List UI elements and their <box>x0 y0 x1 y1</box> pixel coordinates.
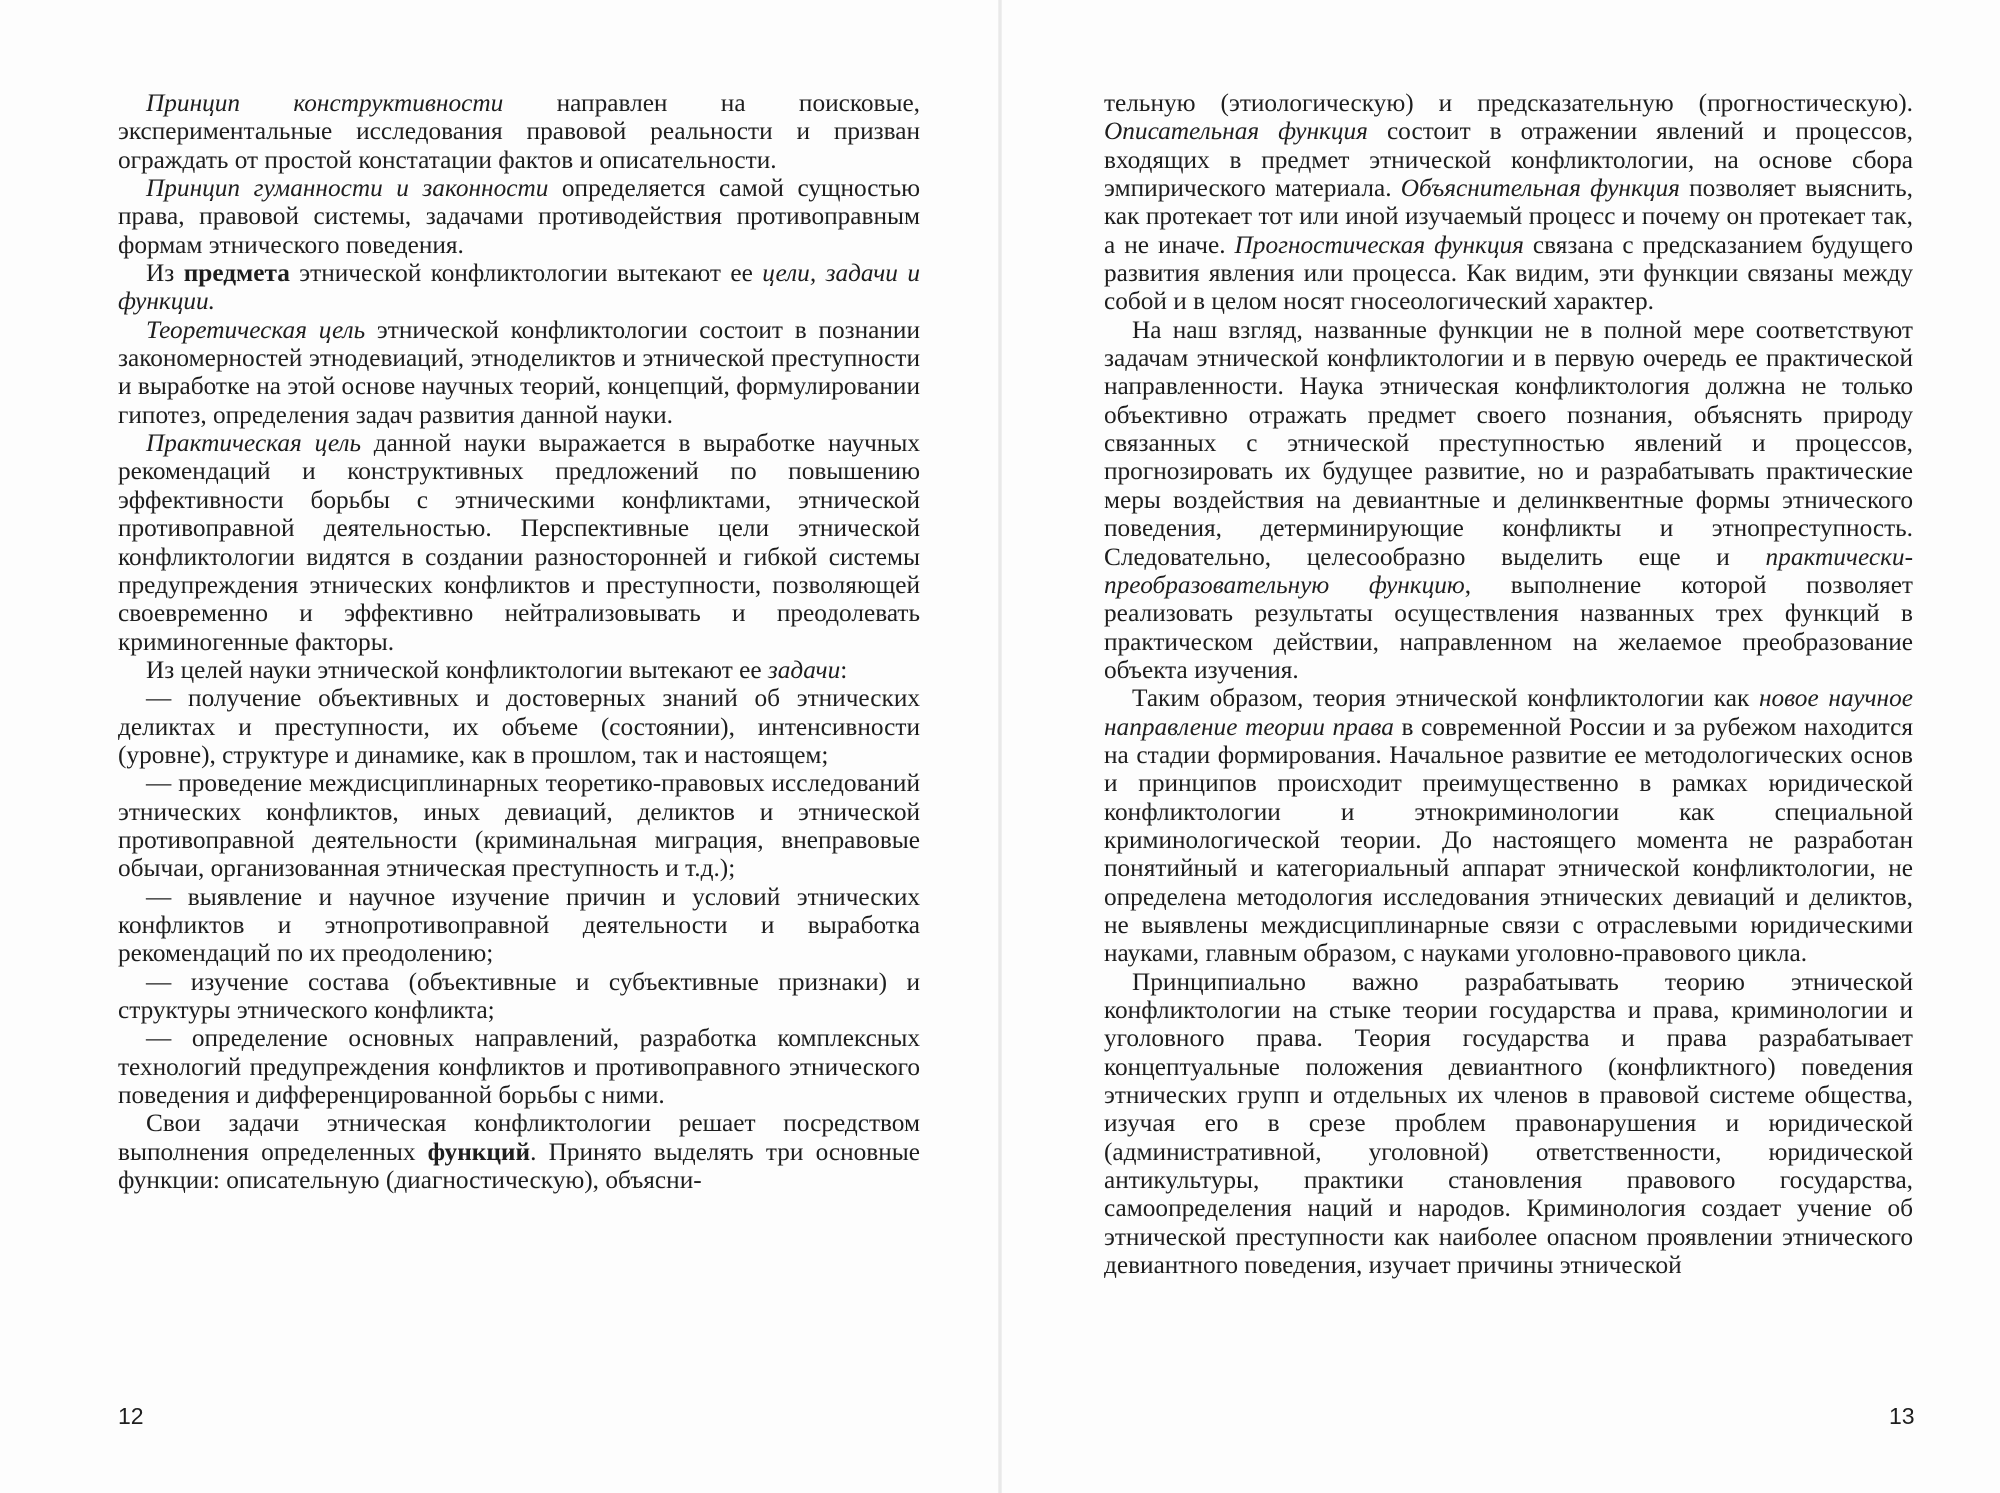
paragraph <box>118 656 920 684</box>
text-run: Таким образом, теория этнической конфликтологии как <box>1132 684 1759 713</box>
paragraph <box>118 684 920 769</box>
paragraph <box>1104 684 1913 967</box>
paragraph <box>118 968 920 1025</box>
text-run: , выполнение которой позволяет реализовать результаты осуществления названных трех функций в практическом действии, направленном на желаемое преобразование объекта изучения. <box>1104 570 1913 684</box>
text-run: Принципиально важно разрабатывать теорию этнической конфликтологии на стыке теории государства и права, криминологии и уголовного права. Теория государства и права разрабатывает концептуальные положения девиантного (конфликтного) поведения этнических групп и отдельных их членов в правовой системе общества, изучая его в срезе проблем правонарушения и юридической (административной, уголовной) ответственности, юридической антикультуры, практики становления правового государства, самоопределения наций и народов. Криминология создает учение об этнической преступности как наиболее опасном проявлении этнического девиантного поведения, изучает причины этнической <box>1104 967 1913 1280</box>
italic-term: Практическая цель <box>146 429 361 458</box>
italic-term: Принцип конструктивности <box>146 89 504 117</box>
italic-term: цели, задачи и функции. <box>118 259 920 316</box>
text-run: направлен на поисковые, экспериментальные исследования правовой реальности и призван ограждать от простой констатации фактов и описательности. <box>118 89 921 174</box>
paragraph <box>1104 89 1913 316</box>
text-run: определяется самой сущностью права, правовой системы, задачами противодействия противоправным формам этнического поведения. <box>118 174 921 259</box>
italic-term: Теоретическая цель <box>146 315 366 344</box>
left-page-text <box>118 89 920 1194</box>
italic-term: Объяснительная функция <box>1400 174 1680 203</box>
paragraph <box>118 1109 920 1194</box>
paragraph <box>118 429 920 656</box>
text-run: На наш взгляд, названные функции не в полной мере соответствуют задачам этнической конфликтологии и в первую очередь ее практической направленности. Наука этническая конфликтология должна не только объективно отражать предмет своего познания, объяснять природу связанных с этнической преступностью явлений и процессов, прогнозировать их будущее развитие, но и разрабатывать практические меры воздействия на девиантные и делинквентные формы этнического поведения, детерминирующие конфликты и этнопреступность. Следовательно, целесообразно выделить еще и <box>1104 315 1913 571</box>
paragraph <box>118 174 920 259</box>
italic-term: Прогностическая функция <box>1234 230 1524 259</box>
text-run: этнической конфликтологии вытекают ее <box>289 259 763 288</box>
text-run: : <box>840 655 848 684</box>
text-run: позволяет выяснить, как протекает тот или иной изучаемый процесс и почему он протекает так, а не иначе. <box>1104 174 1913 259</box>
text-run: — выявление и научное изучение причин и условий этнических конфликтов и этнопротивоправной деятельности и выработка рекомендаций по их преодолению; <box>118 882 920 968</box>
italic-term: Описательная функция <box>1104 117 1368 146</box>
text-run: — изучение состава (объективные и субъективные признаки) и структуры этнического конфликта; <box>118 967 920 1024</box>
bold-term: предмета <box>183 259 290 288</box>
paragraph <box>118 883 920 968</box>
text-run: в современной России и за рубежом находится на стадии формирования. Начальное развитие ее методологических основ и принципов происходит преимущественно в рамках юридической конфликтологии и этнокриминологии как специальной криминологической теории. До настоящего момента не разработан понятийный и категориальный аппарат этнической конфликтологии, не определена методология исследования этнических девиаций и деликтов, не выявлены междисциплинарные связи с отраслевыми юридическими науками, главным образом, с науками уголовно-правового цикла. <box>1104 712 1914 968</box>
text-run: Свои задачи этническая конфликтологии решает посредством выполнения определенных <box>118 1109 920 1166</box>
text-run: тельную (этиологическую) и предсказательную (прогностическую). <box>1104 89 1913 117</box>
text-run: — получение объективных и достоверных знаний об этнических деликтах и преступности, их объеме (состоянии), интенсивности (уровне), структуре и динамике, как в прошлом, так и настоящем; <box>118 684 920 769</box>
italic-term: задачи <box>767 655 841 684</box>
text-run: . Принято выделять три основные функции: описательную (диагностическую), объясни- <box>118 1137 920 1195</box>
paragraph <box>118 1024 920 1109</box>
paragraph <box>1104 316 1913 684</box>
bold-term: функций <box>427 1137 531 1166</box>
italic-term: Принцип гуманности и законности <box>146 174 549 203</box>
text-run: связана с предсказанием будущего развития явления или процесса. Как видим, эти функции связаны между собой и в целом носят гносеологический характер. <box>1104 230 1913 316</box>
italic-term: новое научное направление теории права <box>1104 684 1913 741</box>
paragraph <box>1104 968 1913 1280</box>
paragraph <box>118 316 920 429</box>
paragraph <box>118 89 920 174</box>
text-run: состоит в отражении явлений и процессов, входящих в предмет этнической конфликтологии, на основе сбора эмпирического материала. <box>1104 117 1914 203</box>
italic-term: практически-преобразовательную функцию <box>1104 542 1913 599</box>
text-run: Из целей науки этнической конфликтологии вытекают ее <box>146 655 768 684</box>
text-run: Из <box>146 259 184 288</box>
page-number-right: 13 <box>1889 1403 1915 1429</box>
text-run: — проведение междисциплинарных теоретико-правовых исследований этнических конфликтов, иных девиаций, деликтов и этнической противоправной деятельности (криминальная миграция, внеправовые обычаи, организованная этническая преступность и т.д.); <box>118 769 920 883</box>
paragraph <box>118 259 920 316</box>
text-run: — определение основных направлений, разработка комплексных технологий предупреждения конфликтов и противоправного этнического поведения и дифференцированной борьбы с ними. <box>118 1024 920 1110</box>
right-page <box>1000 0 2000 1493</box>
page-number-left: 12 <box>118 1403 144 1429</box>
paragraph <box>118 769 920 882</box>
text-run: данной науки выражается в выработке научных рекомендаций и конструктивных предложений по повышению эффективности борьбы с этническими конфликтами, этнической противоправной деятельностью. Перспективные цели этнической конфликтологии видятся в создании разносторонней и гибкой системы предупреждения этнических конфликтов и преступности, позволяющей своевременно и эффективно нейтрализовывать и преодолевать криминогенные факторы. <box>118 429 920 656</box>
right-page-text <box>1104 89 1913 1279</box>
text-run: этнической конфликтологии состоит в познании закономерностей этнодевиаций, этноделиктов и этнической преступности и выработке на этой основе научных теорий, концепций, формулировании гипотез, определения задач развития данной науки. <box>118 315 921 429</box>
